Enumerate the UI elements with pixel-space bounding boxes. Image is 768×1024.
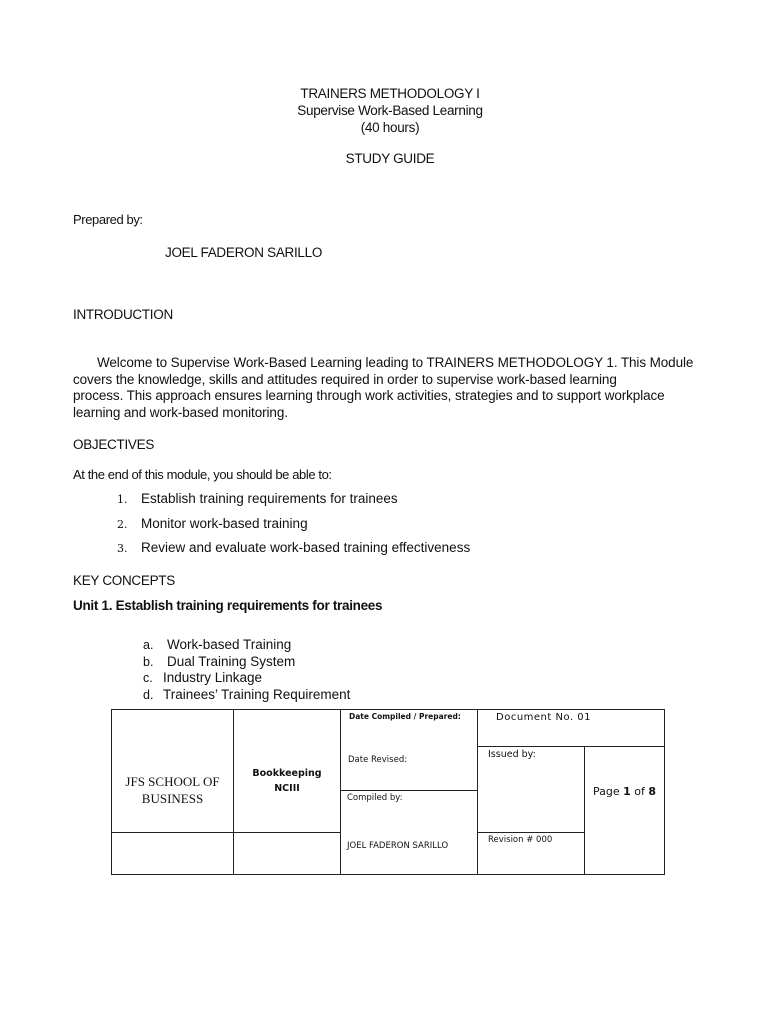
objectives-lead: At the end of this module, you should be able to: [73,467,332,482]
list-text: Dual Training System [167,654,296,669]
list-item [117,491,398,506]
document-number: Document No. 01 [496,712,591,723]
revision-number: Revision # 000 [488,835,553,845]
list-text: Trainees’ Training Requirement [163,687,351,702]
issued-by-label: Issued by: [488,749,536,760]
key-concepts-heading: KEY CONCEPTS [73,573,175,588]
introduction-heading: INTRODUCTION [73,307,173,322]
list-text: Review and evaluate work-based training effectiveness [141,540,471,555]
list-text: Industry Linkage [163,670,263,685]
page-prefix: Page [592,785,620,798]
revision-cell [478,833,585,875]
document-title: TRAINERS METHODOLOGY I [300,86,480,101]
list-number: 2. [117,518,128,531]
list-number: 1. [117,493,128,506]
list-text: Work-based Training [167,637,292,652]
list-item [143,687,350,702]
school-name-line: BUSINESS [141,791,204,806]
list-item [143,670,262,685]
spacer-cell [234,833,341,875]
issued-by-cell [478,747,585,833]
page-total: 8 [648,785,657,798]
list-item [117,540,470,555]
list-item [143,637,291,652]
module-title: Supervise Work-Based Learning [297,103,483,118]
intro-line: learning and work-based monitoring. [73,404,288,420]
page-of: of [634,785,645,798]
page-number [585,785,664,798]
list-item [117,516,308,531]
list-number: 3. [117,542,128,555]
compiler-cell [341,791,478,875]
list-letter: c. [143,671,153,685]
list-text: Monitor work-based training [141,516,308,531]
author-name: JOEL FADERON SARILLO [165,245,323,260]
intro-line: Welcome to Supervise Work-Based Learning leading to TRAINERS METHODOLOGY 1. This Module [97,355,694,370]
objectives-heading: OBJECTIVES [73,437,155,452]
date-revised-label: Date Revised: [348,755,408,765]
unit-heading: Unit 1. Establish training requirements for trainees [73,598,383,613]
intro-line: covers the knowledge, skills and attitudes required in order to supervise work-based learning [73,371,617,387]
school-cell [112,710,234,833]
study-guide-title: STUDY GUIDE [345,151,435,166]
course-level: NCIII [274,783,300,794]
intro-line: process. This approach ensures learning through work activities, strategies and to support workplace [73,388,665,403]
list-letter: d. [143,688,154,702]
course-name: Bookkeeping [252,768,322,779]
date-compiled-label: Date Compiled / Prepared: [349,712,461,721]
page-current: 1 [623,785,631,798]
document-control-table [111,709,665,875]
list-letter: a. [143,638,154,652]
page-cell [585,747,665,875]
dates-cell [341,710,478,791]
introduction-paragraph [73,355,713,421]
list-text: Establish training requirements for trainees [141,491,398,506]
list-letter: b. [143,655,154,669]
compiled-by-label: Compiled by: [347,793,403,803]
compiler-name: JOEL FADERON SARILLO [347,841,449,851]
course-cell [234,710,341,833]
document-number-cell [478,710,665,747]
school-name-line: JFS SCHOOL OF [125,774,220,789]
spacer-cell [112,833,234,875]
list-item [143,654,295,669]
module-hours: (40 hours) [360,120,420,135]
prepared-by-label: Prepared by: [73,212,143,227]
